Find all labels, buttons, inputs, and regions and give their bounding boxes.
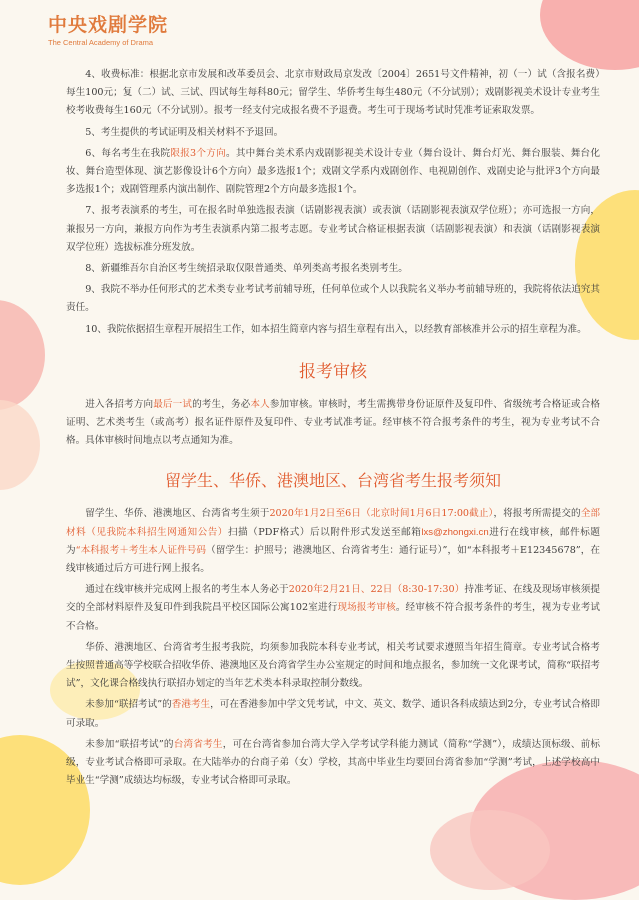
foreign-paragraph-3: 华侨、港澳地区、台湾省考生报考我院，均须参加我院本科专业考试，相关考试要求遵照当年招生简章。专业考试合格考生按照普通高等学校联合招收华侨、港澳地区及台湾省学生办公室规定的时间和地点报名，参加统一文化课考试，简称“联招考试”，文化课合格线执行联招办划定的当年艺术类本科录取控制分数线。 <box>66 641 600 690</box>
item-6: 6、每名考生在我院限报3个方向。其中舞台美术系内戏剧影视美术设计专业（舞台设计、舞台灯光、舞台服装、舞台化妆、舞台造型体现、演艺影像设计6个方向）最多选报1个；戏剧文学系内戏剧创作、电视剧创作、戏剧史论与批评3个方向最多选报1个；戏剧管理系内演出制作、剧院管理2个方向最多选报1个。 <box>66 147 601 196</box>
item-7: 7、报考表演系的考生，可在报名时单独选报表演（话剧影视表演）或表演（话剧影视表演双学位班）；亦可选报一方向，兼报另一方向，兼报方向作为考生表演系内第二报考志愿。专业考试合格证根据表演（话剧影视表演）和表演（话剧影视表演双学位班）选拔标准分班发放。 <box>66 205 600 253</box>
main-content <box>66 66 600 791</box>
item-5: 5、考生提供的考试证明及相关材料不予退回。 <box>85 126 284 138</box>
review-paragraph: 进入各招考方向最后一试的考生，务必本人参加审核。审核时，考生需携带身份证原件及复印件、省级统考合格证或合格证明、艺术类考生（或高考）报名证件原件及复印件、专业考试准考证。经审核不符合报考条件的考生，视为专业考试不合格。具体审核时间地点以考点通知为准。 <box>66 398 601 447</box>
email-address: lxs@zhongxi.cn <box>421 526 489 538</box>
decor-blob-left-peach <box>0 400 40 490</box>
item-9: 9、我院不举办任何形式的艺术类专业考试考前辅导班，任何单位或个人以我院名义举办考前辅导班的，我院将依法追究其责任。 <box>66 284 600 314</box>
decor-blob-left-pink <box>0 300 45 410</box>
foreign-paragraph-1: 留学生、华侨、港澳地区、台湾省考生须于2020年1月2日至6日（北京时间1月6日17:00截止），将报考所需提交的全部材料（见我院本科招生网通知公告）扫描（PDF格式）后以附件形式发送至邮箱lxs@zhongxi.cn进行在线审核，邮件标题为“本科报考＋考生本人证件号码（留学生：护照号；港澳地区、台湾省考生：通行证号）”，如“本科报考＋E12345678”，在线审核通过后方可进行网上报名。 <box>66 508 601 575</box>
limit-highlight: 限报3个方向 <box>170 147 226 159</box>
decor-blob-top-right <box>540 0 639 70</box>
item-10: 10、我院依据招生章程开展招生工作，如本招生简章内容与招生章程有出入，以经教育部核准并公示的招生章程为准。 <box>85 323 587 335</box>
foreign-paragraph-5: 未参加“联招考试”的台湾省考生，可在台湾省参加台湾大学入学考试学科能力测试（简称“学测”），成绩达顶标级、前标级，专业考试合格即可录取。在大陆举办的台商子弟（女）学校，其高中毕业生均要回台湾省参加“学测”考试，上述学校高中毕业生“学测”成绩达均标级，专业考试合格即可录取。 <box>66 738 601 787</box>
foreign-heading: 留学生、华侨、港澳地区、台湾省考生报考须知 <box>164 471 501 491</box>
logo <box>48 10 168 47</box>
review-heading: 报考审核 <box>299 361 367 382</box>
foreign-paragraph-2: 通过在线审核并完成网上报名的考生本人务必于2020年2月21日、22日（8:30-17:30）持准考证、在线及现场审核须提交的全部材料原件及复印件到我院昌平校区国际公寓102室进行现场报考审核。经审核不符合报考条件的考生，视为专业考试不合格。 <box>66 584 601 632</box>
foreign-paragraph-4: 未参加“联招考试”的香港考生，可在香港参加中学文凭考试，中文、英文、数学、通识各科成绩达到2分，专业考试合格即可录取。 <box>66 699 601 729</box>
logo-en: The Central Academy of Drama <box>48 38 154 47</box>
item-4: 4、收费标准：根据北京市发展和改革委员会、北京市财政局京发改〔2004〕2651号文件精神，初（一）试（含报名费）每生100元；复（二）试、三试、四试每生每科80元；留学生、华侨考生每生480元（不分试别）；戏剧影视美术设计专业考生校考收费每生160元（不分试别）。报考一经支付完成报名费不予退费。考生可于现场考试时凭准考证索取发票。 <box>66 69 600 117</box>
item-8: 8、新疆维吾尔自治区考生统招录取仅限普通类、单列类高考报名类别考生。 <box>85 263 408 275</box>
decor-blob-bottom-right-2 <box>430 810 550 890</box>
logo-cn: 中央戏剧学院 <box>48 14 169 36</box>
